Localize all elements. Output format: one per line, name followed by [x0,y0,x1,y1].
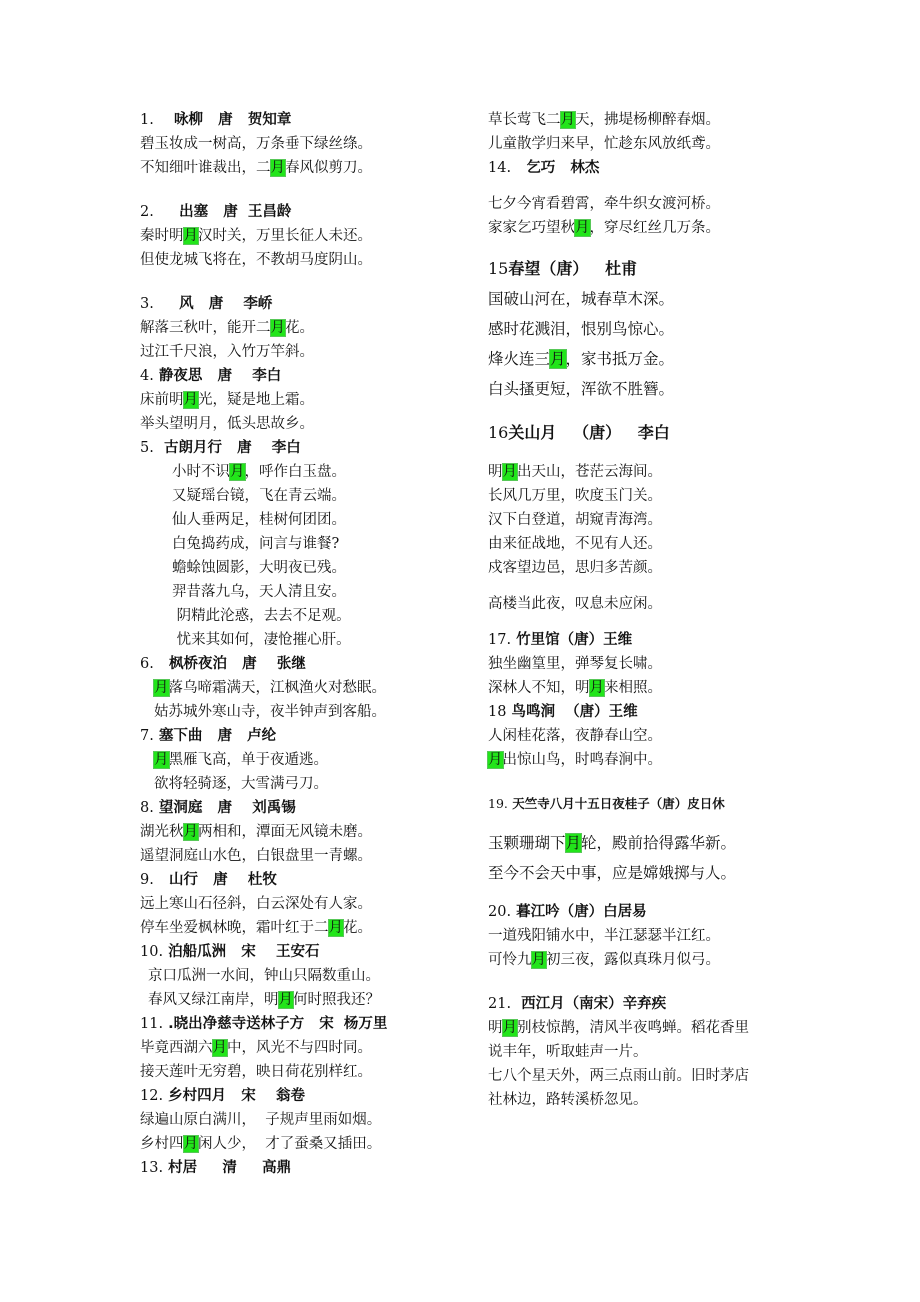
line-text: ，穿尽红丝几万条。 [589,220,720,236]
line-text: 感时花溅泪，恨别鸟惊心。 [488,320,675,338]
poem-line [140,412,470,436]
poem-line [488,344,818,374]
poem-line [140,844,470,868]
poem-number: 6. [140,656,154,672]
poem-line [140,1060,470,1084]
line-text: 但使龙城飞将在，不教胡马度阴山。 [140,252,372,268]
poem-title-text: 西江月（南宋）辛弃疾 [511,996,667,1012]
line-text: 羿昔落九乌，天人清且安。 [172,584,346,600]
spacer [488,616,818,628]
line-text: 京口瓜洲一水间，钟山只隔数重山。 [148,968,380,984]
poem-line [488,948,818,972]
line-text: 蟾蜍蚀圆影，大明夜已残。 [172,560,346,576]
line-text: 白头搔更短，浑欲不胜簪。 [488,380,675,398]
poem-number: 11. [140,1016,164,1032]
poem-line [488,374,818,404]
poem-line [488,1040,818,1064]
highlighted-moon-char: 月 [575,220,590,236]
poem-number: 7. [140,728,154,744]
poem-block [140,724,470,796]
poem-line [488,652,818,676]
poem-title-text: 静夜思 唐 李白 [153,368,282,384]
poem-number: 18 [488,704,507,720]
poem-title [140,1084,470,1108]
line-text: 可怜九 [488,952,532,968]
spacer [488,888,818,900]
poem-title [488,254,818,284]
poem-line [488,1016,818,1040]
highlighted-moon-char: 月 [328,920,343,936]
poem-block [140,1084,470,1156]
poem-title-text: 鸟鸣涧 （唐）王维 [506,704,638,720]
poem-block [140,108,470,180]
line-text: 汉下白登道，胡窥青海湾。 [488,512,662,528]
line-text: 儿童散学归来早，忙趁东风放纸鸢。 [488,136,720,152]
spacer [488,180,818,192]
poem-title [140,108,470,132]
poem-block [140,180,470,272]
poem-line [140,132,470,156]
poem-line [140,988,470,1012]
line-text: 春风似剪刀。 [285,160,372,176]
poem-title-text: 塞下曲 唐 卢纶 [153,728,277,744]
poem-line [488,828,818,858]
poem-title [488,900,818,924]
poem-number: 20. [488,904,512,920]
spacer [488,448,818,460]
poem-block [488,580,818,616]
line-text: 湖光秋 [140,824,184,840]
poem-line [488,592,818,616]
poem-line [140,484,470,508]
highlighted-moon-char: 月 [183,824,198,840]
poem-title [140,200,470,224]
line-text: 白兔捣药成，问言与谁餐? [172,536,340,552]
line-text: 姑苏城外寒山寺，夜半钟声到客船。 [154,704,386,720]
poem-line [488,1064,818,1088]
highlighted-moon-char: 月 [154,752,169,768]
line-text: 由来征战地，不见有人还。 [488,536,662,552]
poem-title-text: 枫桥夜泊 唐 张继 [153,656,306,672]
line-text: 中，风光不与四时同。 [227,1040,372,1056]
poem-number: 8. [140,800,154,816]
line-text: 烽火连三 [488,350,551,368]
line-text: 仙人垂两足，桂树何团团。 [172,512,346,528]
line-text: 轮，殿前拾得露华新。 [581,834,737,852]
poem-line [140,460,470,484]
poem-line [488,858,818,888]
poem-block [140,940,470,1012]
line-text: 七夕今宵看碧霄，牵牛织女渡河桥。 [488,196,720,212]
line-text: 碧玉妆成一树高，万条垂下绿丝绦。 [140,136,372,152]
poem-number: 12. [140,1088,164,1104]
line-text: 秦时明 [140,228,184,244]
spacer [488,816,818,828]
line-text: 人闲桂花落，夜静春山空。 [488,728,662,744]
poem-line [488,484,818,508]
poem-title-text: 风 唐 李峤 [153,296,273,312]
line-text: 七八个星天外，两三点雨山前。旧时茅店 [488,1068,749,1084]
poem-line [140,1108,470,1132]
poem-title [488,418,818,448]
poem-line [140,340,470,364]
highlighted-moon-char: 月 [550,350,566,368]
highlighted-moon-char: 月 [560,112,575,128]
highlighted-moon-char: 月 [531,952,546,968]
line-text: 举头望明月，低头思故乡。 [140,416,314,432]
line-text: 玉颗珊瑚下 [488,834,566,852]
poem-title-text: 竹里馆（唐）王维 [511,632,633,648]
poem-title-text: 暮江吟（唐）白居易 [511,904,647,920]
poem-number: 10. [140,944,164,960]
poem-title-text: 关山月 （唐） 李白 [508,423,670,442]
poem-line [140,892,470,916]
line-text: 明 [488,464,503,480]
poem-title-text: 古朗月行 唐 李白 [153,440,301,456]
line-text: 遥望洞庭山水色，白银盘里一青螺。 [140,848,372,864]
poem-number: 13. [140,1160,164,1176]
line-text: 光，疑是地上霜。 [198,392,314,408]
poem-title [488,792,818,816]
line-text: 小时不识 [172,464,230,480]
line-text: 至今不会天中事，应是嫦娥掷与人。 [488,864,737,882]
highlighted-moon-char: 月 [230,464,245,480]
line-text: 来相照。 [604,680,662,696]
line-text: ，呼作白玉盘。 [244,464,346,480]
poem-title [488,156,818,180]
poem-line [140,556,470,580]
left-column [140,108,470,1180]
poem-title-text: 出塞 唐 王昌龄 [153,204,292,220]
poem-title-text: 山行 唐 杜牧 [153,872,277,888]
poem-block [140,436,470,652]
poem-title [140,724,470,748]
line-text: 远上寒山石径斜，白云深处有人家。 [140,896,372,912]
highlighted-moon-char: 月 [183,392,198,408]
poem-number: 9. [140,872,154,888]
highlighted-moon-char: 月 [502,1020,517,1036]
highlighted-moon-char: 月 [212,1040,227,1056]
poem-line [140,388,470,412]
line-text: 花。 [343,920,372,936]
spacer [140,272,470,292]
spacer [488,772,818,792]
poem-line [140,700,470,724]
poem-block [488,700,818,772]
poem-title-text: .晓出净慈寺送林子方 宋 杨万里 [163,1016,388,1032]
line-text: 欲将轻骑逐，大雪满弓刀。 [154,776,328,792]
line-text: 出天山，苍茫云海间。 [517,464,662,480]
poem-line [140,916,470,940]
line-text: 家家乞巧望秋 [488,220,575,236]
poem-title [488,700,818,724]
poem-line [488,724,818,748]
line-text: 戍客望边邑，思归多苦颜。 [488,560,662,576]
line-text: 初三夜，露似真珠月似弓。 [546,952,720,968]
poem-line [488,314,818,344]
poem-line [488,284,818,314]
line-text: 解落三秋叶，能开二 [140,320,271,336]
line-text: 乡村四 [140,1136,184,1152]
poem-title [488,992,818,1016]
poem-line [140,820,470,844]
highlighted-moon-char: 月 [270,320,285,336]
poem-line [488,132,818,156]
poem-block [488,240,818,404]
line-text: 春风又绿江南岸，明 [148,992,279,1008]
poem-block [488,616,818,700]
poem-line [140,748,470,772]
poem-block [488,156,818,180]
poem-title [140,652,470,676]
poem-title [140,796,470,820]
poem-title-text: 咏柳 唐 贺知章 [153,112,292,128]
poem-number: 16 [488,423,509,442]
poem-line [140,580,470,604]
poem-line [140,156,470,180]
poem-number: 17. [488,632,512,648]
poem-line [488,556,818,580]
poem-block [488,180,818,240]
poem-number: 19. [488,796,508,811]
poem-line [140,248,470,272]
line-text: 床前明 [140,392,184,408]
line-text: 高楼当此夜，叹息未应闲。 [488,596,662,612]
highlighted-moon-char: 月 [502,464,517,480]
poem-block [488,888,818,972]
poem-number: 1. [140,112,154,128]
poem-line [140,532,470,556]
line-text: 长风几万里，吹度玉门关。 [488,488,662,504]
line-text: 接天莲叶无穷碧，映日荷花别样红。 [140,1064,372,1080]
line-text: 黑雁飞高，单于夜遁逃。 [168,752,328,768]
poem-number: 4. [140,368,154,384]
line-text: 忧来其如何，凄怆摧心肝。 [172,632,351,648]
highlighted-moon-char: 月 [183,1136,198,1152]
highlighted-moon-char: 月 [589,680,604,696]
poem-number: 2. [140,204,154,220]
line-text: 明 [488,1020,503,1036]
line-text: 花。 [285,320,314,336]
line-text: 落乌啼霜满天，江枫渔火对愁眠。 [168,680,386,696]
poem-title-text: 村居 清 高鼎 [163,1160,292,1176]
poem-block [488,816,818,888]
highlighted-moon-char: 月 [488,752,503,768]
line-text: 毕竟西湖六 [140,1040,213,1056]
poem-line [140,964,470,988]
poem-block [488,404,818,448]
right-column [488,108,818,1112]
line-text: 说丰年，听取蛙声一片。 [488,1044,648,1060]
poem-line [140,628,470,652]
poem-title-text: 望洞庭 唐 刘禹锡 [153,800,296,816]
poem-title [488,628,818,652]
poem-line [140,604,470,628]
poem-number: 21. [488,996,512,1012]
line-text: 汉时关，万里长征人未还。 [198,228,372,244]
poem-title [140,292,470,316]
line-text: 两相和，潭面无风镜未磨。 [198,824,372,840]
line-text: 过江千尺浪，入竹万竿斜。 [140,344,314,360]
line-text: 天，拂堤杨柳醉春烟。 [575,112,720,128]
poem-line [488,216,818,240]
poem-line [488,108,818,132]
spacer [488,240,818,254]
highlighted-moon-char: 月 [183,228,198,244]
line-text: ，家书抵万金。 [565,350,675,368]
poem-block [140,364,470,436]
line-text: 国破山河在，城春草木深。 [488,290,675,308]
poem-line [140,772,470,796]
line-text: 草长莺飞二 [488,112,561,128]
poem-title [140,436,470,460]
line-text: 一道残阳铺水中，半江瑟瑟半江红。 [488,928,720,944]
line-text: 又疑瑶台镜，飞在青云端。 [172,488,346,504]
poem-line [140,1132,470,1156]
poem-line [488,192,818,216]
poem-title-text: 天竺寺八月十五日夜桂子（唐）皮日休 [507,796,725,811]
line-text: 阴精此沦惑，去去不足观。 [172,608,351,624]
poem-line [140,508,470,532]
poem-title [140,940,470,964]
highlighted-moon-char: 月 [154,680,169,696]
poem-line [140,224,470,248]
poem-number: 3. [140,296,154,312]
highlighted-moon-char: 月 [270,160,285,176]
line-text: 社林边，路转溪桥忽见。 [488,1092,648,1108]
highlighted-moon-char: 月 [278,992,293,1008]
poem-title-text: 乡村四月 宋 翁卷 [163,1088,305,1104]
poem-title [140,1156,470,1180]
poem-block [140,868,470,940]
poem-block [140,1156,470,1180]
line-text: 不知细叶谁裁出，二 [140,160,271,176]
poem-title-text: 泊船瓜洲 宋 王安石 [163,944,320,960]
poem-line [488,924,818,948]
line-text: 独坐幽篁里，弹琴复长啸。 [488,656,662,672]
line-text: 别枝惊鹊，清风半夜鸣蝉。稻花香里 [517,1020,749,1036]
poem-line [488,748,818,772]
line-text: 停车坐爱枫林晚，霜叶红于二 [140,920,329,936]
poem-title-text: 乞巧 林杰 [511,160,600,176]
poem-block [488,772,818,816]
poem-number: 14. [488,160,512,176]
poem-block [488,108,818,156]
poem-title-text: 春望（唐） 杜甫 [508,259,638,278]
poem-line [488,508,818,532]
poem-line [488,460,818,484]
highlighted-moon-char: 月 [565,834,582,852]
spacer [140,180,470,200]
poem-line [140,316,470,340]
line-text: 深林人不知，明 [488,680,590,696]
poem-line [140,1036,470,1060]
line-text: 闲人少， 才了蚕桑又插田。 [198,1136,382,1152]
spacer [488,580,818,592]
line-text: 出惊山鸟，时鸣春涧中。 [502,752,662,768]
poem-block [140,652,470,724]
poem-block [140,1012,470,1084]
line-text: 绿遍山原白满川， 子规声里雨如烟。 [140,1112,382,1128]
poem-number: 5. [140,440,154,456]
poem-line [488,532,818,556]
spacer [488,972,818,992]
line-text: 何时照我还？ [293,992,380,1008]
poem-title [140,364,470,388]
poem-line [140,676,470,700]
poem-line [488,1088,818,1112]
poem-block [488,448,818,580]
poem-title [140,868,470,892]
poem-block [140,796,470,868]
poem-block [140,272,470,364]
poem-block [488,972,818,1112]
poem-line [488,676,818,700]
poem-title [140,1012,470,1036]
poem-number: 15 [488,259,509,278]
spacer [488,404,818,418]
